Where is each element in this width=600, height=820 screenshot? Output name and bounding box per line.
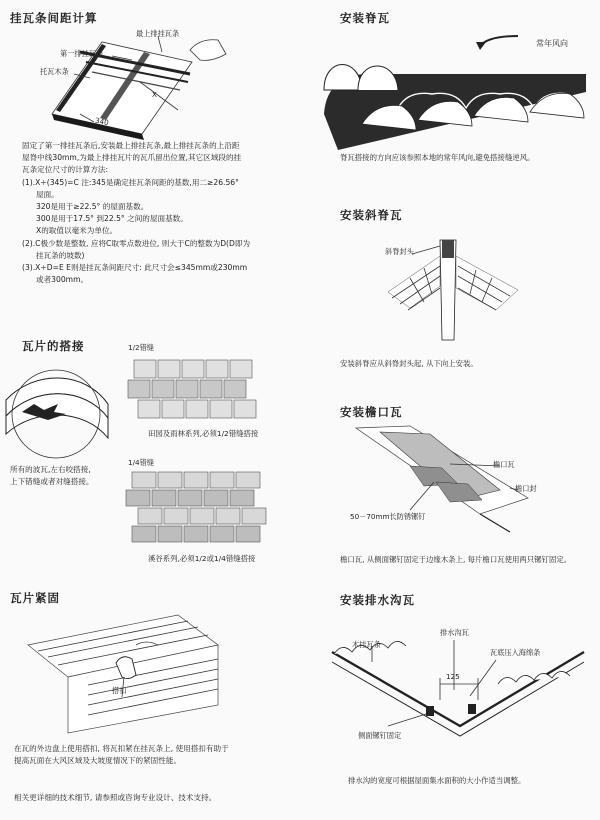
- text-line: 固定了第一排挂瓦条后,安装最上排挂瓦条,最上排挂瓦条的上沿距: [22, 141, 240, 150]
- top-batten-label: 最上排挂瓦条: [136, 29, 180, 38]
- hip-heading: 安装斜脊瓦: [340, 208, 403, 222]
- dim-125-label: 125: [446, 672, 460, 681]
- ridge-heading: 安装脊瓦: [340, 11, 390, 25]
- foam-strip-label: 瓦底压入海绵条: [490, 648, 541, 657]
- eave-seal-label: 檐口封: [515, 484, 537, 493]
- quarter-stagger-label: 1/4错缝: [128, 458, 154, 467]
- text-line: 瓦条定位尺寸的计算方法:: [22, 165, 109, 175]
- ridge-caption: 脊瓦搭接的方向应该参照本地的常年风向,避免搭接缝逆风。: [340, 153, 535, 162]
- text-line: (2).C极少数是整数, 应将C取零点数进位, 则大于C的整数为D(D即为: [22, 238, 251, 248]
- batten-spacing-text: [22, 140, 317, 286]
- counter-batten-label: 托瓦木条: [40, 67, 69, 76]
- wave-tile-note: [10, 464, 94, 488]
- clip-label: 搭扣: [112, 686, 127, 695]
- gutter-caption: 排水沟的宽度可根据屋面集水面积的大小作适当调整。: [348, 776, 526, 785]
- text-line: 提高瓦面在大风区域及大坡度情况下的紧固性能。: [14, 756, 182, 766]
- text-line: 屋脊中线30mm,为最上排挂瓦片的瓦爪留出位置,其它区域段的挂: [22, 153, 242, 163]
- footer-note: 相关更详细的技术细节, 请参照或咨询专业设计、技术支持。: [14, 793, 217, 802]
- batten-spacing-heading: 挂瓦条间距计算: [10, 11, 98, 25]
- half-stagger-caption: 田园及雨林系列,必须1/2错缝搭接: [148, 429, 259, 438]
- fixing-heading: 瓦片紧固: [10, 591, 60, 605]
- text-line: 上下错缝或者对缝搭接。: [10, 477, 94, 487]
- text-line: (1).X÷(345)=C 注:345是确定挂瓦条间距的基数,用二≥26.56°: [22, 177, 239, 187]
- hip-caption: 安装斜脊应从斜脊封头起, 从下向上安装。: [340, 359, 478, 368]
- text-line: (3).X÷D=E E则是挂瓦条间距尺寸: 此尺寸会≤345mm或230mm: [22, 263, 248, 273]
- quarter-stagger-tiles: [122, 470, 272, 550]
- text-line: 所有的波瓦,左右咬搭接,: [10, 465, 91, 474]
- eave-heading: 安装檐口瓦: [340, 405, 403, 419]
- wind-direction-label: 常年风向: [536, 39, 568, 48]
- quarter-stagger-caption: 溪谷系列,必须1/2或1/4错缝搭接: [148, 554, 256, 563]
- first-batten-label: 第一排挂瓦条: [60, 49, 104, 58]
- dim-340-label: 340: [94, 115, 110, 128]
- text-line: X的取值以毫米为单位。: [36, 226, 118, 236]
- side-screw-label: 侧面镙钉固定: [358, 731, 402, 740]
- wood-batten-label: 木挂瓦条: [352, 640, 381, 649]
- half-stagger-tiles: [128, 356, 258, 426]
- hip-cap-label: 斜脊封头: [385, 247, 414, 256]
- eave-caption: 檐口瓦, 从侧面镙钉固定于边缘木条上, 每片檐口瓦使用两只镙钉固定。: [340, 555, 572, 564]
- text-line: 320是用于≥22.5° 的屋面基数。: [36, 202, 149, 212]
- gutter-heading: 安装排水沟瓦: [340, 593, 415, 607]
- overlap-heading: 瓦片的搭接: [22, 339, 85, 353]
- tile-clip-diagram: [28, 605, 228, 735]
- dim-x-label: X: [152, 90, 157, 99]
- half-stagger-label: 1/2错缝: [128, 343, 154, 352]
- screw-length-label: 50－70mm长防锈镙钉: [350, 512, 426, 521]
- text-line: 在瓦的外边盘上使用搭扣, 将瓦扣紧在挂瓦条上, 使用搭扣有助于: [14, 744, 229, 753]
- text-line: 300是用于17.5° 到22.5° 之间的屋面基数。: [36, 214, 188, 224]
- text-line: 挂瓦条的坡数): [36, 250, 85, 260]
- wave-tile-section-diagram: [4, 368, 114, 468]
- eave-tile-label: 檐口瓦: [493, 460, 515, 469]
- text-line: 或者300mm。: [36, 275, 89, 285]
- gutter-tile-label: 排水沟瓦: [440, 628, 469, 637]
- text-line: 屋面。: [36, 189, 59, 199]
- fixing-text: [14, 743, 314, 767]
